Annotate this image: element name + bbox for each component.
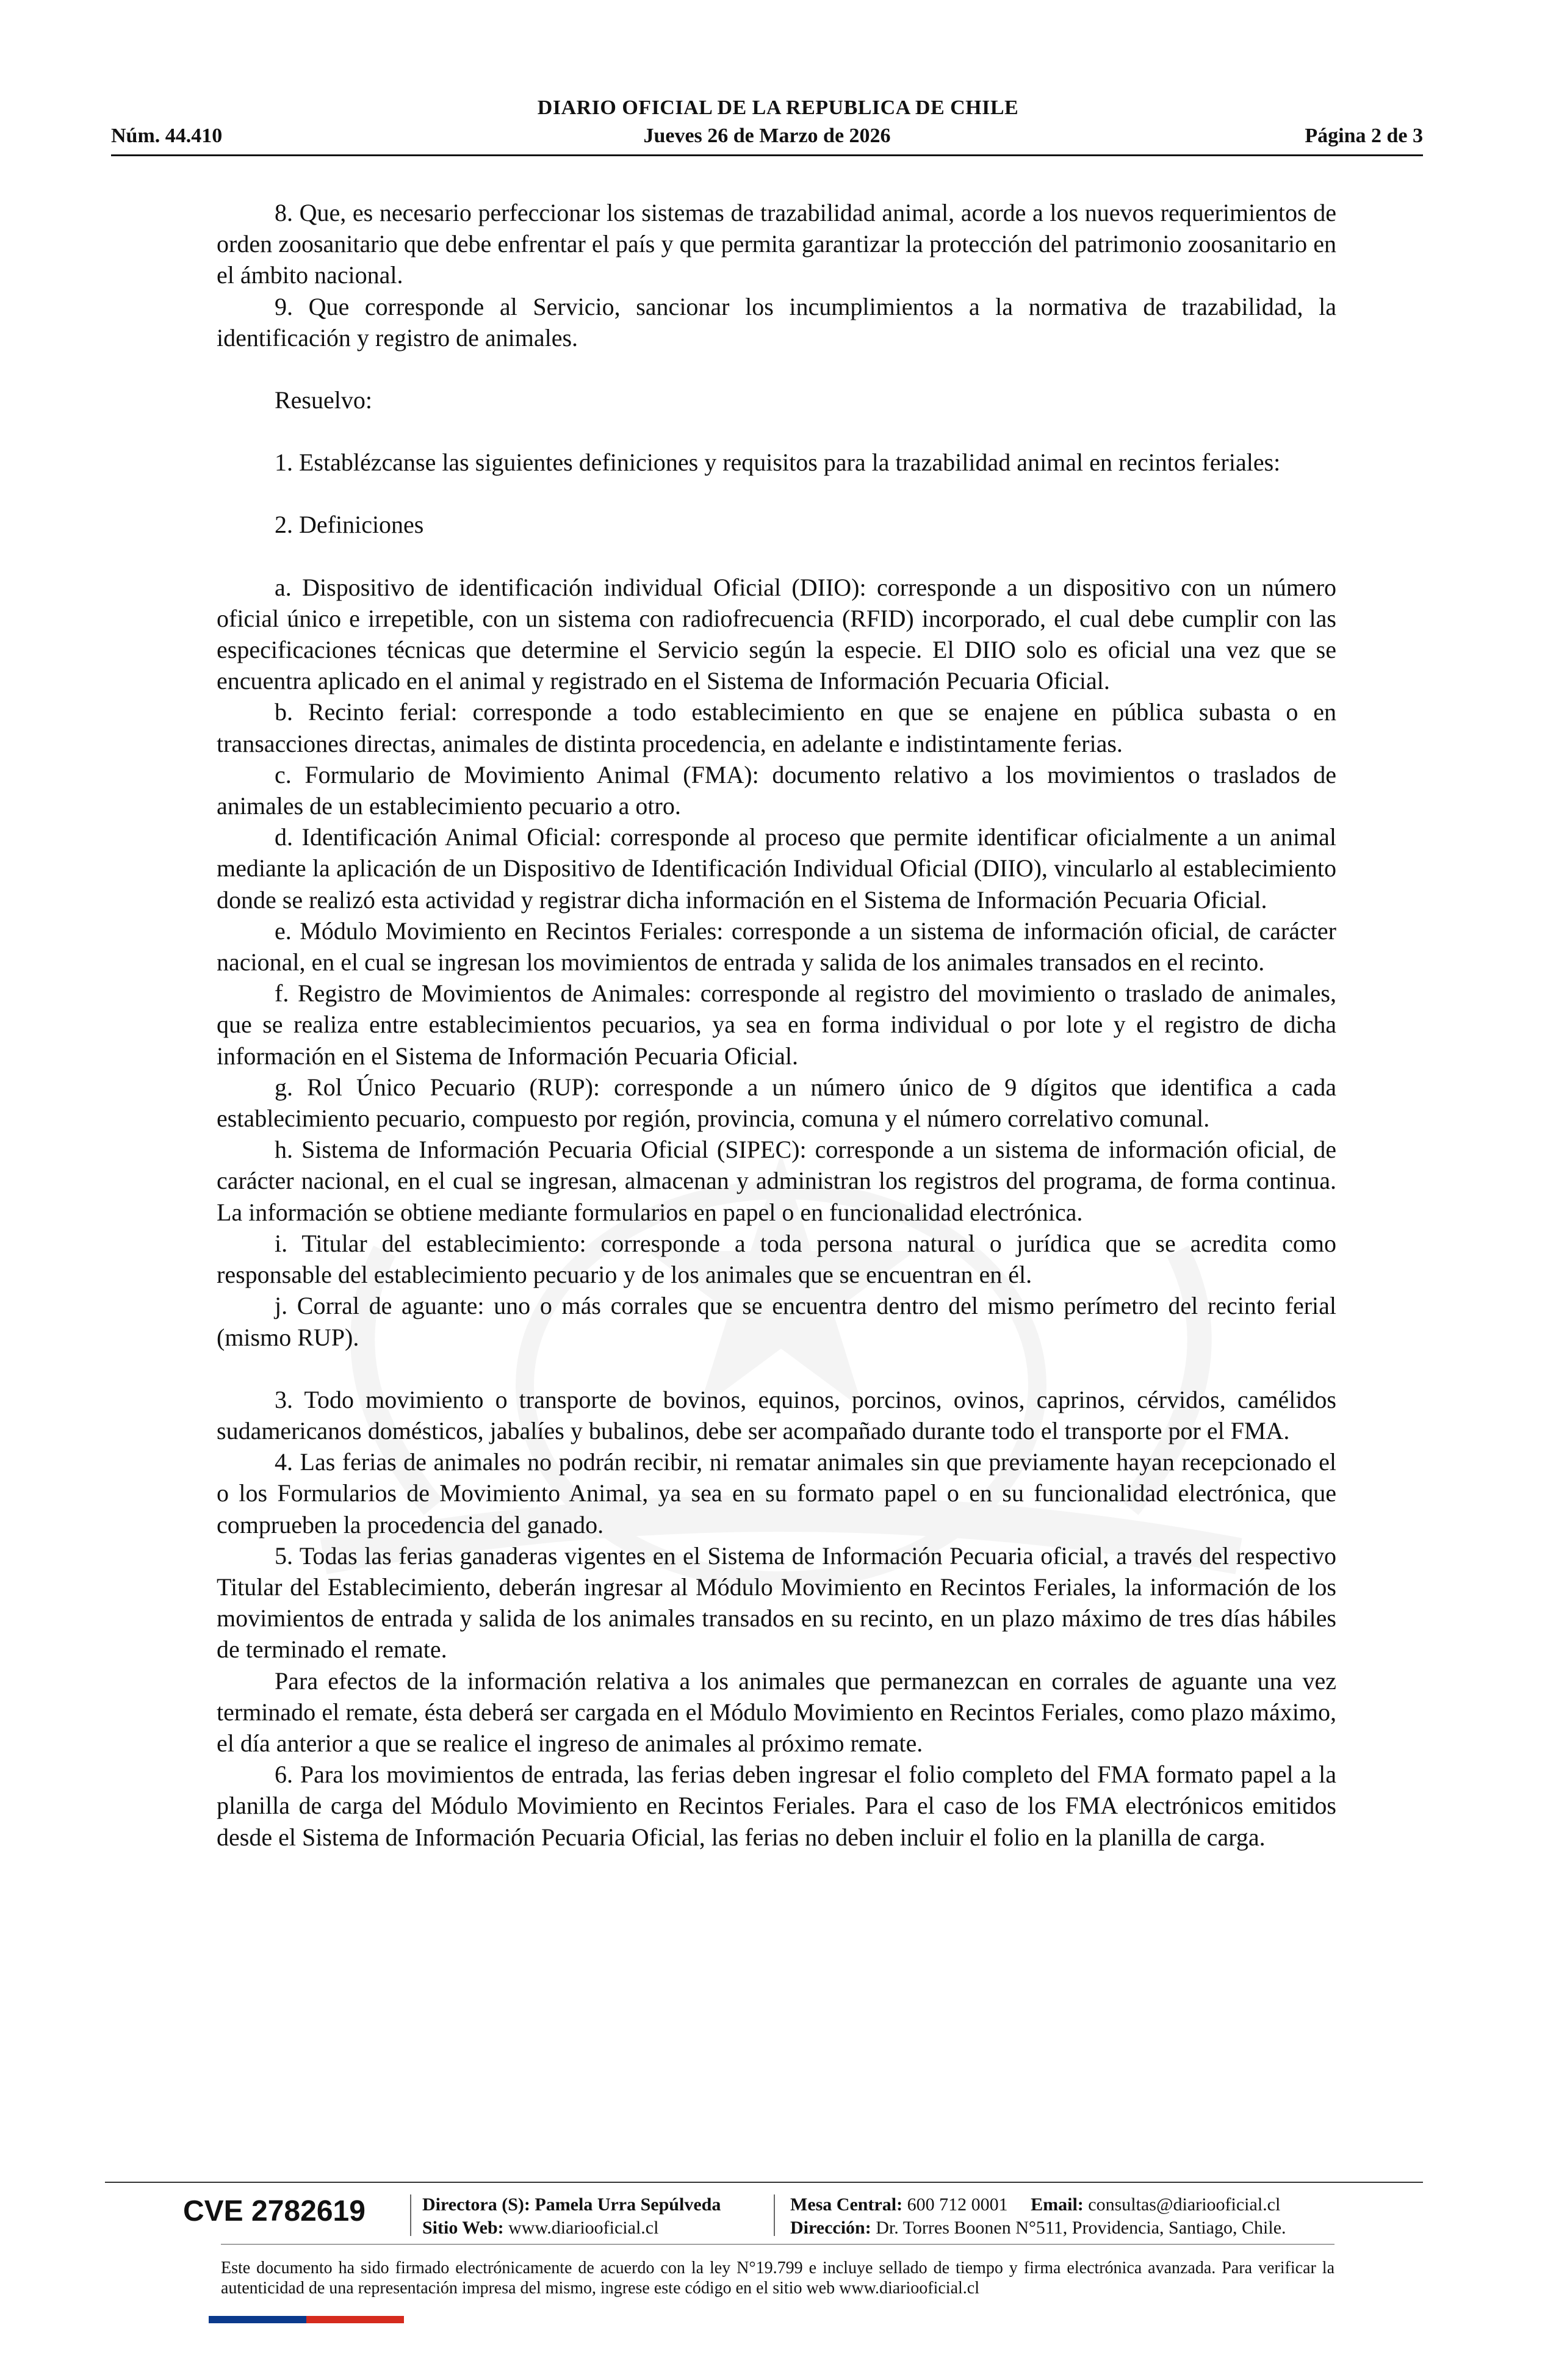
header-divider <box>111 154 1423 156</box>
definition-d: d. Identificación Animal Oficial: corresponde al proceso que permite identificar oficialmente a un animal mediante la aplicación de un Dispositivo de Identificación Individual Oficial (DIIO), vincularlo al establecimiento donde se realizó esta actividad y registrar dicha información en el Sistema de Información Pecuaria Oficial. <box>217 823 1336 914</box>
flag-stripe <box>209 2316 404 2323</box>
resolution-item-5-continued: Para efectos de la información relativa a los animales que permanezcan en corrales de aguante una vez terminado el remate, ésta deberá ser cargada en el Módulo Movimiento en Recintos Feriales, como plazo máximo, el día anterior a que se realice el ingreso de animales al próximo remate. <box>217 1667 1336 1757</box>
footer-divider <box>105 2182 1423 2183</box>
header-row <box>111 124 1423 149</box>
definition-b: b. Recinto ferial: corresponde a todo establecimiento en que se enajene en pública subasta o en transacciones directas, animales de distinta procedencia, en adelante e indistintamente ferias. <box>217 698 1336 757</box>
footer-inner-divider <box>221 2244 1334 2245</box>
resolution-item-4: 4. Las ferias de animales no podrán recibir, ni rematar animales sin que previamente hayan recepcionado el o los Formularios de Movimiento Animal, ya sea en su formato papel o en su funcionalidad electrónica, que comprueben la procedencia del ganado. <box>217 1448 1336 1538</box>
email-label: Email: <box>1031 2194 1084 2215</box>
cve-code: CVE 2782619 <box>183 2195 366 2227</box>
resolution-item-6: 6. Para los movimientos de entrada, las ferias deben ingresar el folio completo del FMA formato papel a la planilla de carga del Módulo Movimiento en Recintos Feriales. Para el caso de los FMA electrónicos emitidos desde el Sistema de Información Pecuaria Oficial, las ferias no deben incluir el folio en la planilla de carga. <box>217 1761 1336 1851</box>
phone-label: Mesa Central: <box>790 2194 903 2215</box>
definition-e: e. Módulo Movimiento en Recintos Feriales: corresponde a un sistema de información oficial, de carácter nacional, en el cual se ingresan los movimientos de entrada y salida de los animales transados en el recinto. <box>217 917 1336 976</box>
flag-stripe-red <box>306 2316 404 2323</box>
resolution-item-2: 2. Definiciones <box>275 511 424 539</box>
definition-i: i. Titular del establecimiento: corresponde a toda persona natural o jurídica que se acredita como responsable del establecimiento pecuario y de los animales que se encuentran en él. <box>217 1229 1336 1289</box>
resolution-item-1: 1. Establézcanse las siguientes definiciones y requisitos para la trazabilidad animal en recintos feriales: <box>275 449 1281 477</box>
considerando-9: 9. Que corresponde al Servicio, sancionar los incumplimientos a la normativa de trazabilidad, la identificación y registro de animales. <box>217 292 1336 352</box>
footer-separator <box>774 2194 775 2236</box>
newspaper-title: DIARIO OFICIAL DE LA REPUBLICA DE CHILE <box>537 96 1019 119</box>
definition-c: c. Formulario de Movimiento Animal (FMA): documento relativo a los movimientos o traslados de animales de un establecimiento pecuario a otro. <box>217 760 1336 820</box>
resolution-item-3: 3. Todo movimiento o transporte de bovinos, equinos, porcinos, ovinos, caprinos, cérvidos, camélidos sudamericanos domésticos, jabalíes y bubalinos, debe ser acompañado durante todo el transporte por el FMA. <box>217 1385 1336 1444</box>
email-link[interactable]: consultas@diariooficial.cl <box>1088 2194 1281 2215</box>
phone-value: 600 712 0001 <box>907 2194 1008 2215</box>
address-label: Dirección: <box>790 2218 871 2238</box>
footer-separator <box>410 2194 411 2236</box>
signature-notice: Este documento ha sido firmado electrónicamente de acuerdo con la ley N°19.799 e incluye sellado de tiempo y firma electrónica avanzada. Para verificar la autenticidad de una representación impresa del mismo, ingrese este código en el sitio web www.diariooficial.cl <box>221 2259 1334 2298</box>
website-label: Sitio Web: <box>422 2218 504 2238</box>
definition-j: j. Corral de aguante: uno o más corrales que se encuentra dentro del mismo perímetro del recinto ferial (mismo RUP). <box>217 1292 1336 1351</box>
definition-a: a. Dispositivo de identificación individual Oficial (DIIO): corresponde a un dispositivo con un número oficial único e irrepetible, con un sistema con radiofrecuencia (RFID) incorporado, el cual debe cumplir con las especificaciones técnicas que determine el Servicio según la especie. El DIIO solo es oficial una vez que se encuentra aplicado en el animal y registrado en el Sistema de Información Pecuaria Oficial. <box>217 573 1336 695</box>
resolution-item-5: 5. Todas las ferias ganaderas vigentes en el Sistema de Información Pecuaria oficial, a través del respectivo Titular del Establecimiento, deberán ingresar al Módulo Movimiento en Recintos Feriales, la información de los movimientos de entrada y salida de los animales transados en su recinto, en un plazo máximo de tres días hábiles de terminado el remate. <box>217 1542 1336 1664</box>
page-indicator: Página 2 de 3 <box>1305 124 1423 147</box>
definition-f: f. Registro de Movimientos de Animales: corresponde al registro del movimiento o traslado de animales, que se realiza entre establecimientos pecuarios, ya sea en forma individual o por lote y el registro de dicha información en el Sistema de Información Pecuaria Oficial. <box>217 979 1336 1070</box>
director-name: Directora (S): Pamela Urra Sepúlveda <box>422 2194 721 2215</box>
definition-g: g. Rol Único Pecuario (RUP): corresponde a un número único de 9 dígitos que identifica a cada establecimiento pecuario, compuesto por región, provincia, comuna y el número correlativo comunal. <box>217 1073 1336 1133</box>
document-body <box>217 197 1336 1853</box>
address-value: Dr. Torres Boonen N°511, Providencia, Santiago, Chile. <box>876 2218 1286 2238</box>
footer-director-info <box>422 2193 721 2240</box>
considerando-8: 8. Que, es necesario perfeccionar los sistemas de trazabilidad animal, acorde a los nuevos requerimientos de orden zoosanitario que debe enfrentar el país y que permita garantizar la protección del patrimonio zoosanitario en el ámbito nacional. <box>217 199 1336 289</box>
flag-stripe-blue <box>209 2316 306 2323</box>
footer-contact-info <box>790 2193 1286 2240</box>
definition-h: h. Sistema de Información Pecuaria Oficial (SIPEC): corresponde a un sistema de información oficial, de carácter nacional, en el cual se ingresan, almacenan y administran los registros del programa, de forma continua. La información se obtiene mediante formularios en papel o en funcionalidad electrónica. <box>217 1136 1336 1226</box>
resuelvo-heading: Resuelvo: <box>275 386 372 414</box>
issue-number: Núm. 44.410 <box>111 124 223 147</box>
website-link[interactable]: www.diariooficial.cl <box>508 2218 659 2238</box>
issue-date: Jueves 26 de Marzo de 2026 <box>643 124 891 147</box>
